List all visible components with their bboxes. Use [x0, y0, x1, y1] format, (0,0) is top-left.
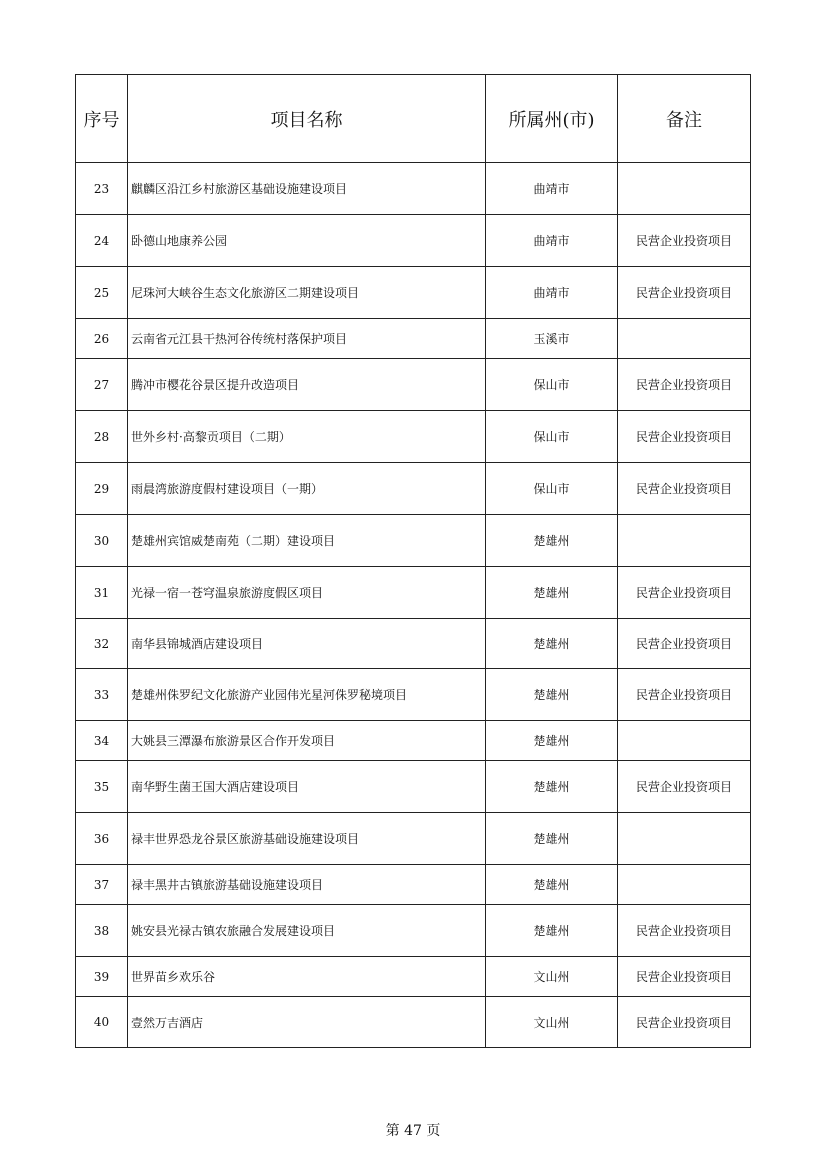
note: 民营企业投资项目 [618, 619, 751, 669]
table-row [76, 163, 751, 215]
city: 文山州 [486, 957, 618, 997]
table-row [76, 669, 751, 721]
page-number: 第 47 页 [385, 1123, 441, 1139]
note: 民营企业投资项目 [618, 761, 751, 813]
row-number: 37 [76, 865, 128, 905]
project-name: 楚雄州侏罗纪文化旅游产业园伟光星河侏罗秘境项目 [128, 669, 486, 721]
city: 楚雄州 [486, 761, 618, 813]
note: 民营企业投资项目 [618, 957, 751, 997]
header-no: 序号 [76, 75, 128, 163]
note: 民营企业投资项目 [618, 359, 751, 411]
project-name: 大姚县三潭瀑布旅游景区合作开发项目 [128, 721, 486, 761]
row-number: 35 [76, 761, 128, 813]
note: 民营企业投资项目 [618, 215, 751, 267]
note [618, 813, 751, 865]
note [618, 865, 751, 905]
row-number: 40 [76, 997, 128, 1048]
header-name: 项目名称 [128, 75, 486, 163]
table-row [76, 813, 751, 865]
row-number: 28 [76, 411, 128, 463]
row-number: 24 [76, 215, 128, 267]
table-row [76, 267, 751, 319]
table-row [76, 761, 751, 813]
row-number: 23 [76, 163, 128, 215]
note: 民营企业投资项目 [618, 905, 751, 957]
note [618, 163, 751, 215]
city: 楚雄州 [486, 865, 618, 905]
project-name: 光禄一宿一苍穹温泉旅游度假区项目 [128, 567, 486, 619]
table-row [76, 997, 751, 1048]
table-row [76, 319, 751, 359]
note [618, 515, 751, 567]
row-number: 34 [76, 721, 128, 761]
city: 楚雄州 [486, 567, 618, 619]
table-row [76, 463, 751, 515]
project-name: 楚雄州宾馆威楚南苑（二期）建设项目 [128, 515, 486, 567]
table-row [76, 619, 751, 669]
table-row [76, 215, 751, 267]
city: 楚雄州 [486, 721, 618, 761]
project-name: 世界苗乡欢乐谷 [128, 957, 486, 997]
project-name: 南华县锦城酒店建设项目 [128, 619, 486, 669]
table-header [76, 75, 751, 163]
note: 民营企业投资项目 [618, 267, 751, 319]
city: 保山市 [486, 411, 618, 463]
project-name: 壹然万吉酒店 [128, 997, 486, 1048]
table-row [76, 411, 751, 463]
city: 保山市 [486, 359, 618, 411]
note [618, 721, 751, 761]
note: 民营企业投资项目 [618, 463, 751, 515]
project-table [75, 74, 751, 1048]
city: 曲靖市 [486, 267, 618, 319]
note: 民营企业投资项目 [618, 669, 751, 721]
city: 楚雄州 [486, 669, 618, 721]
project-name: 云南省元江县干热河谷传统村落保护项目 [128, 319, 486, 359]
project-name: 腾冲市樱花谷景区提升改造项目 [128, 359, 486, 411]
project-name: 雨晨湾旅游度假村建设项目（一期） [128, 463, 486, 515]
header-note: 备注 [618, 75, 751, 163]
project-name: 尼珠河大峡谷生态文化旅游区二期建设项目 [128, 267, 486, 319]
row-number: 39 [76, 957, 128, 997]
project-name: 禄丰黑井古镇旅游基础设施建设项目 [128, 865, 486, 905]
project-name: 南华野生菌王国大酒店建设项目 [128, 761, 486, 813]
project-name: 世外乡村·高黎贡项目（二期） [128, 411, 486, 463]
note: 民营企业投资项目 [618, 997, 751, 1048]
table-row [76, 567, 751, 619]
city: 文山州 [486, 997, 618, 1048]
city: 曲靖市 [486, 163, 618, 215]
project-name: 姚安县光禄古镇农旅融合发展建设项目 [128, 905, 486, 957]
row-number: 36 [76, 813, 128, 865]
table-row [76, 515, 751, 567]
city: 玉溪市 [486, 319, 618, 359]
project-name: 禄丰世界恐龙谷景区旅游基础设施建设项目 [128, 813, 486, 865]
row-number: 26 [76, 319, 128, 359]
row-number: 32 [76, 619, 128, 669]
row-number: 31 [76, 567, 128, 619]
row-number: 33 [76, 669, 128, 721]
city: 楚雄州 [486, 813, 618, 865]
table-row [76, 865, 751, 905]
city: 曲靖市 [486, 215, 618, 267]
city: 楚雄州 [486, 619, 618, 669]
table-row [76, 957, 751, 997]
row-number: 29 [76, 463, 128, 515]
table-row [76, 359, 751, 411]
row-number: 25 [76, 267, 128, 319]
note [618, 319, 751, 359]
note: 民营企业投资项目 [618, 567, 751, 619]
project-name: 卧德山地康养公园 [128, 215, 486, 267]
table-row [76, 905, 751, 957]
row-number: 27 [76, 359, 128, 411]
city: 楚雄州 [486, 905, 618, 957]
header-city: 所属州(市) [486, 75, 618, 163]
note: 民营企业投资项目 [618, 411, 751, 463]
row-number: 38 [76, 905, 128, 957]
row-number: 30 [76, 515, 128, 567]
city: 楚雄州 [486, 515, 618, 567]
project-name: 麒麟区沿江乡村旅游区基础设施建设项目 [128, 163, 486, 215]
table-row [76, 721, 751, 761]
city: 保山市 [486, 463, 618, 515]
